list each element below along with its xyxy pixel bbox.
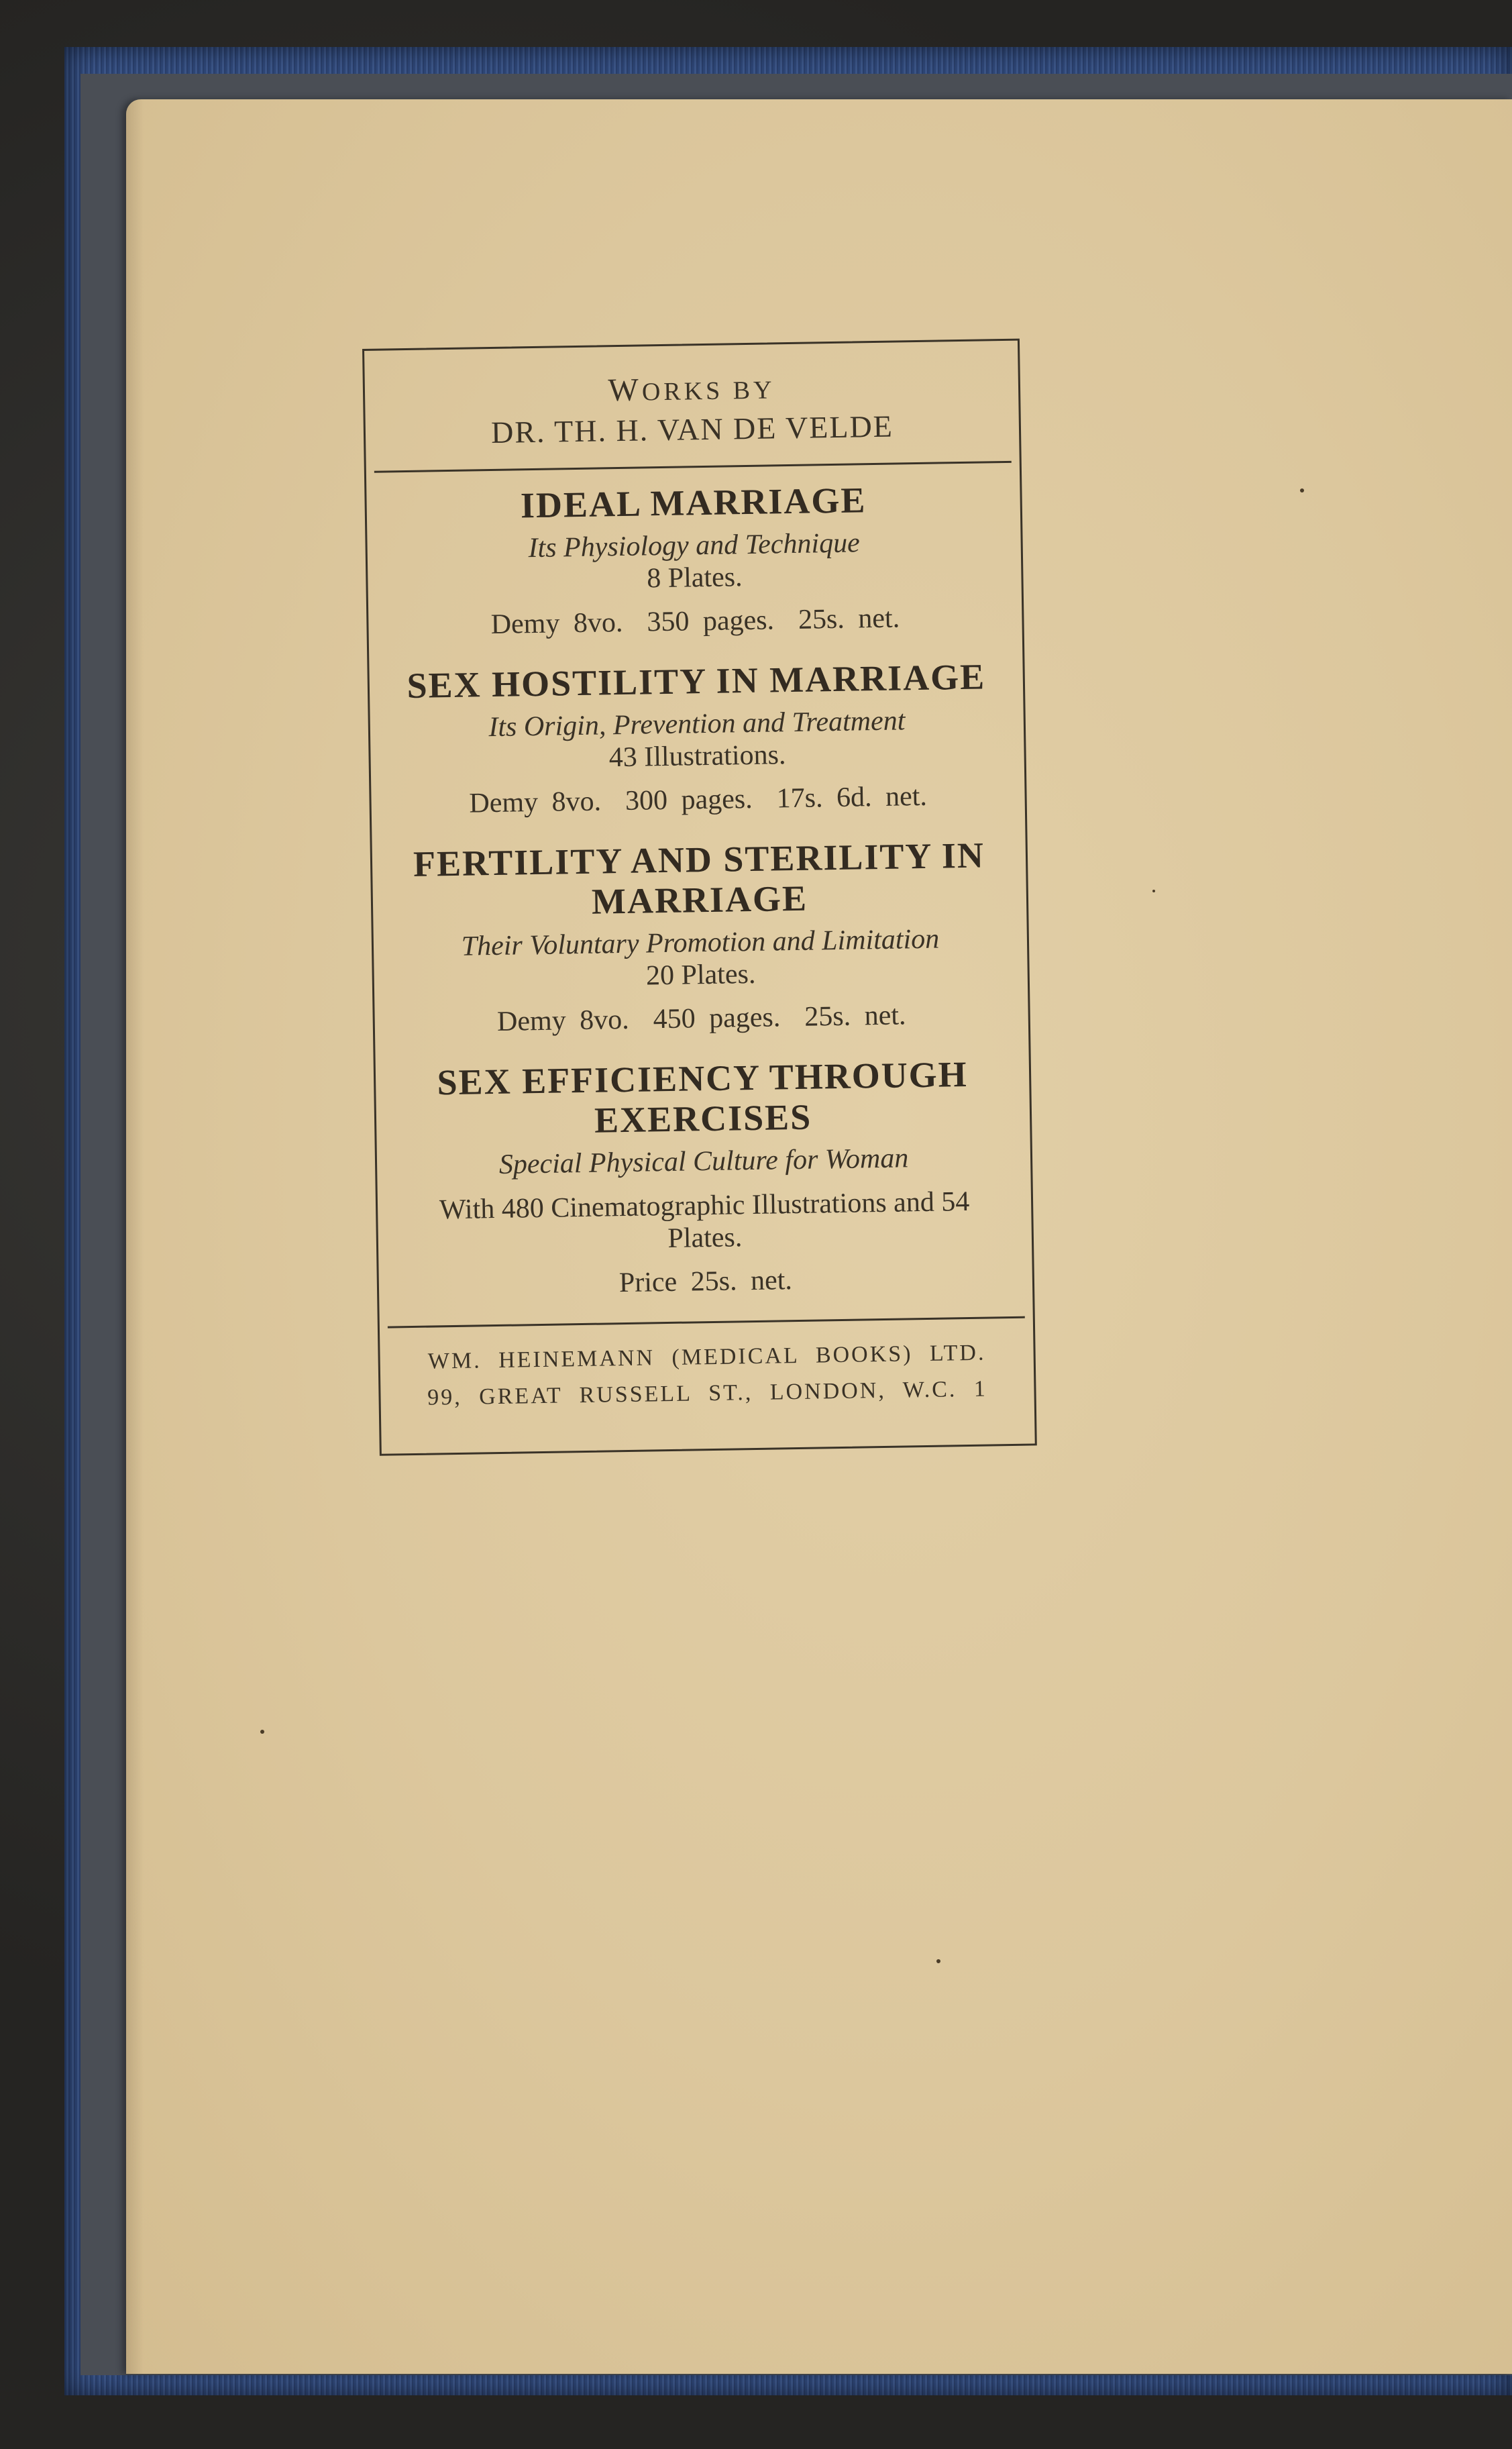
book-subtitle: Its Origin, Prevention and Treatment <box>488 705 906 743</box>
book-specs <box>395 778 1001 821</box>
book-pages: 350 pages. <box>647 605 775 638</box>
paper-speck <box>936 1959 940 1963</box>
publisher-address: 99, GREAT RUSSELL ST., LONDON, W.C. 1 <box>427 1376 988 1410</box>
book-subtitle: Special Physical Culture for Woman <box>498 1143 909 1180</box>
endpaper-edge-shadow <box>126 99 144 2374</box>
book-title: FERTILITY AND STERILITY IN MARRIAGE <box>413 835 985 922</box>
book-extra: With 480 Cinematographic Illustrations and 54 Plates. <box>439 1186 970 1255</box>
book-extra: 43 Illustrations. <box>608 739 786 774</box>
book-format: Demy 8vo. <box>469 786 602 819</box>
book-entry <box>393 656 1001 821</box>
book-price: 25s. net. <box>798 603 900 635</box>
book-pages: 300 pages. <box>625 783 753 817</box>
book-title: IDEAL MARRIAGE <box>520 480 867 526</box>
book-format: Demy 8vo. <box>490 607 623 641</box>
paper-speck <box>260 1730 264 1734</box>
publisher-name: WM. HEINEMANN (MEDICAL BOOKS) LTD. <box>427 1340 986 1374</box>
works-by-heading: WORKS BY <box>608 372 775 409</box>
book-entry <box>390 478 998 643</box>
book-price: 25s. net. <box>804 1000 906 1033</box>
book-format: Demy 8vo. <box>496 1004 630 1037</box>
ad-header <box>364 341 1019 456</box>
book-extra: 8 Plates. <box>646 562 743 594</box>
book-entry <box>400 1053 1009 1303</box>
publisher-imprint <box>380 1318 1034 1416</box>
book-list <box>366 463 1032 1304</box>
book-extra: 20 Plates. <box>645 958 756 992</box>
book-pages: 450 pages. <box>653 1002 781 1035</box>
paper-speck <box>1152 890 1155 892</box>
publisher-advertisement <box>362 339 1037 1456</box>
book-title: SEX EFFICIENCY THROUGH EXERCISES <box>437 1053 969 1141</box>
book-subtitle: Their Voluntary Promotion and Limitation <box>461 923 940 962</box>
book-price: 17s. 6d. net. <box>776 780 928 815</box>
book-specs <box>392 600 998 643</box>
paper-speck <box>1300 488 1304 492</box>
author-name: DR. TH. H. VAN DE VELDE <box>490 409 894 450</box>
book-price: Price 25s. net. <box>618 1265 793 1299</box>
book-subtitle: Its Physiology and Technique <box>528 527 861 564</box>
book-entry <box>396 835 1004 1040</box>
book-specs <box>398 997 1004 1040</box>
book-title: SEX HOSTILITY IN MARRIAGE <box>407 656 986 707</box>
